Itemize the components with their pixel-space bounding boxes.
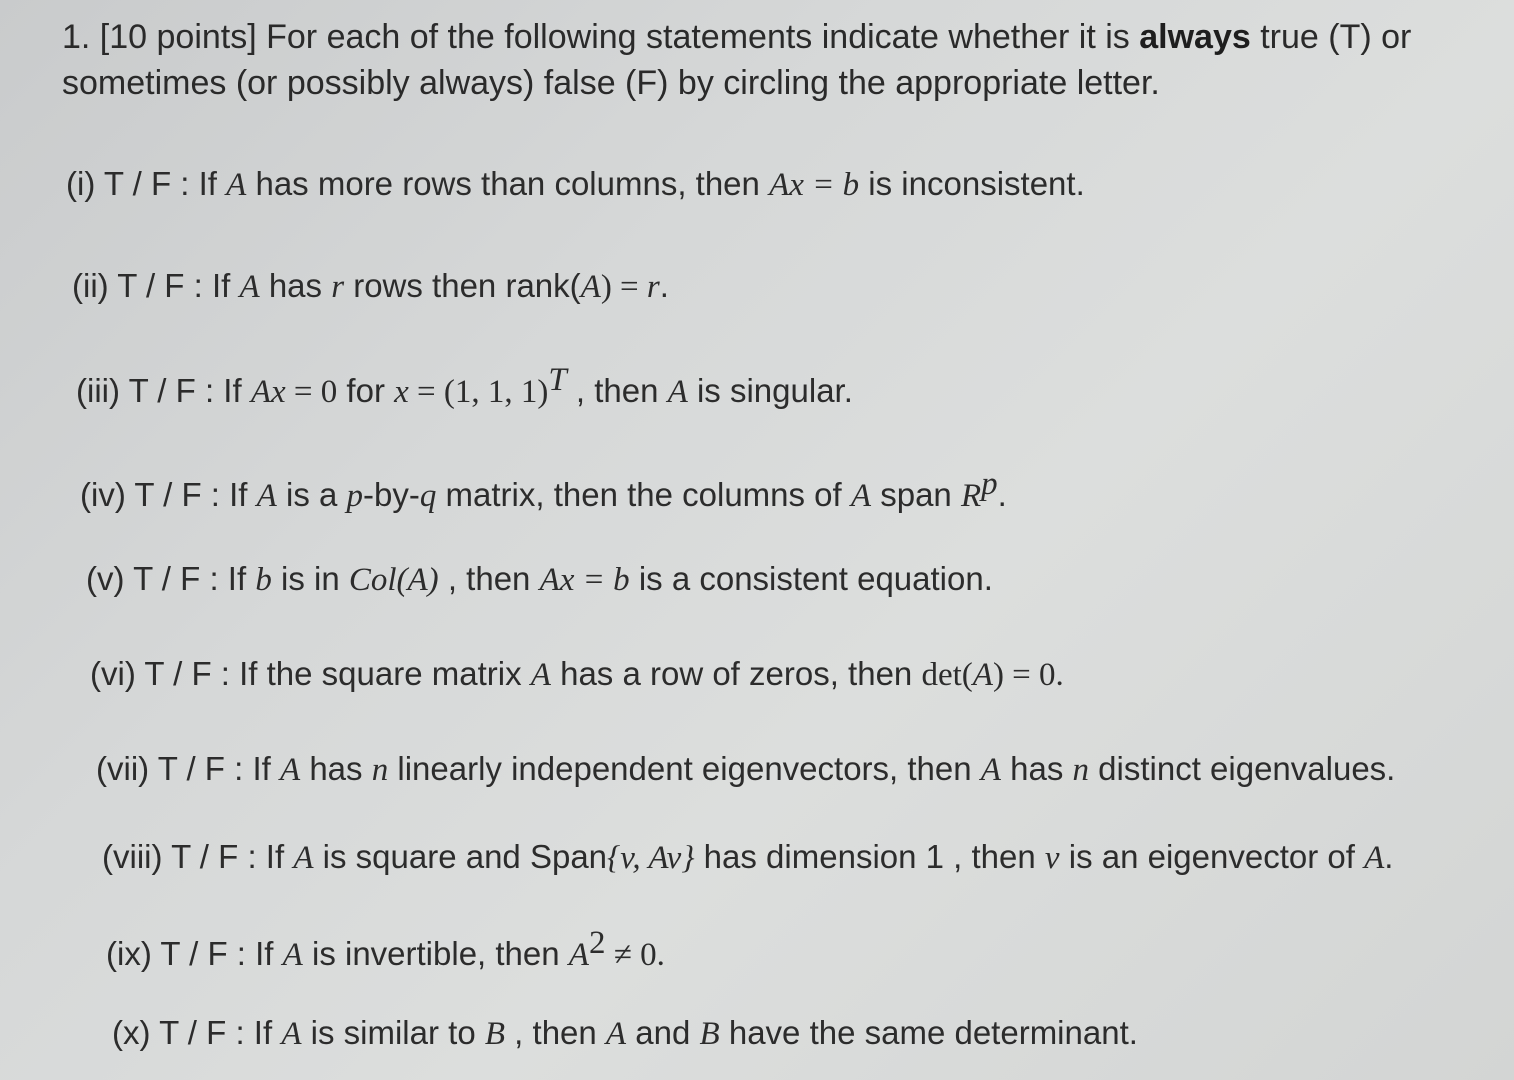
math-var: R	[960, 478, 982, 514]
true-false-choice[interactable]: T / F :	[144, 655, 230, 692]
math-var: A	[972, 657, 993, 693]
statement-text: linearly independent eigenvectors, then	[388, 750, 981, 787]
math-var: x	[394, 374, 409, 410]
statement-text: matrix, then the columns of	[436, 476, 851, 513]
statement-text: is invertible, then	[302, 935, 569, 972]
statement-text: If	[243, 750, 280, 787]
math-var: A	[293, 840, 314, 876]
math-var: A	[568, 937, 589, 973]
statement-text: If	[245, 935, 283, 972]
math-text: ≠ 0.	[605, 937, 665, 973]
math-var: q	[419, 478, 437, 514]
statement-text: rows then rank(	[344, 267, 581, 304]
statement-vii	[96, 750, 1395, 789]
math-superscript: p	[981, 466, 998, 502]
math-var: A	[530, 657, 551, 693]
statement-text: If	[244, 1014, 282, 1051]
statement-text: , then	[505, 1014, 606, 1051]
statement-text: is inconsistent.	[859, 165, 1085, 202]
statement-ii	[72, 267, 669, 306]
statement-iv	[80, 466, 1007, 515]
math-text: = (1, 1, 1)	[408, 374, 549, 410]
math-equation: Ax = b	[539, 562, 630, 598]
statement-text: is singular.	[687, 372, 853, 409]
math-var: A	[1364, 840, 1385, 876]
heading-text-1: 1. [10 points] For each of the following statements indicate whether it is	[62, 18, 1140, 56]
statement-text: If	[214, 372, 251, 409]
math-var: b	[255, 562, 272, 598]
item-number: (viii)	[102, 838, 163, 875]
statement-i	[66, 165, 1085, 204]
math-var: A	[256, 478, 277, 514]
item-number: (vii)	[96, 750, 150, 787]
math-var: A	[850, 478, 872, 514]
true-false-choice[interactable]: T / F :	[171, 838, 257, 875]
heading-text-2: true (T) or sometimes (or possibly always) false (F) by circling the appropriate letter.	[62, 18, 1412, 102]
statement-text: has more rows than columns, then	[246, 165, 770, 202]
statement-iii	[76, 362, 853, 411]
math-text: det(	[921, 657, 973, 693]
item-number: (iii)	[76, 372, 120, 409]
statement-text: has	[300, 750, 372, 787]
math-var: B	[484, 1016, 506, 1052]
statement-text: If	[189, 165, 227, 202]
statement-text: is a consistent equation.	[629, 560, 993, 597]
statement-v	[86, 560, 993, 599]
true-false-choice[interactable]: T / F :	[103, 165, 190, 202]
statement-text: If	[219, 476, 257, 513]
math-var: A	[980, 752, 1001, 788]
math-superscript: 2	[588, 925, 606, 961]
statement-text: , then	[438, 560, 540, 597]
statement-text: is similar to	[301, 1014, 485, 1051]
item-number: (ii)	[72, 267, 109, 304]
math-var: A	[281, 1016, 302, 1052]
math-var: A	[239, 269, 260, 305]
math-var: n	[371, 752, 389, 788]
statement-viii	[102, 838, 1393, 877]
math-equation: Ax = b	[769, 167, 860, 203]
statement-text: and	[626, 1014, 700, 1051]
true-false-choice[interactable]: T / F :	[134, 476, 220, 513]
math-text: = 0	[285, 374, 338, 410]
statement-text: is square and Span	[313, 838, 608, 875]
math-var: A	[279, 752, 301, 788]
math-var: Ax	[250, 374, 286, 410]
statement-text: have the same determinant.	[719, 1014, 1138, 1051]
statement-text: .	[997, 476, 1007, 513]
true-false-choice[interactable]: T / F :	[159, 1014, 245, 1051]
statement-text: .	[659, 267, 669, 304]
item-number: (i)	[66, 165, 96, 202]
statement-text: distinct eigenvalues.	[1089, 750, 1396, 787]
statement-text: has dimension 1 , then	[694, 838, 1045, 875]
statement-text: If	[256, 838, 294, 875]
statement-text: has a row of zeros, then	[550, 655, 922, 692]
heading-bold-always: always	[1139, 18, 1251, 56]
statement-x	[112, 1014, 1138, 1053]
true-false-choice[interactable]: T / F :	[117, 267, 203, 304]
statement-text: If	[218, 560, 256, 597]
math-var: A	[580, 269, 601, 305]
math-var: Col	[348, 562, 397, 598]
math-var: p	[346, 478, 364, 514]
statement-text: for	[337, 372, 395, 409]
statement-text: span	[871, 476, 961, 513]
statement-text: is in	[271, 560, 349, 597]
question-heading	[62, 14, 1502, 106]
math-var: (A)	[396, 562, 439, 598]
true-false-choice[interactable]: T / F :	[157, 750, 244, 787]
true-false-choice[interactable]: T / F :	[160, 935, 246, 972]
true-false-choice[interactable]: T / F :	[128, 372, 215, 409]
math-superscript: T	[548, 362, 567, 398]
item-number: (x)	[112, 1014, 151, 1051]
math-var: v	[1044, 840, 1060, 876]
math-set: {v, Av}	[607, 840, 695, 876]
math-var: B	[699, 1016, 720, 1052]
statement-text: .	[1384, 838, 1394, 875]
item-number: (iv)	[80, 476, 126, 513]
math-var: n	[1072, 752, 1089, 788]
math-var: A	[282, 937, 303, 973]
math-var: r	[331, 269, 345, 305]
math-var: r	[646, 269, 660, 305]
math-var: A	[226, 167, 247, 203]
statement-text: If	[202, 267, 240, 304]
item-number: (vi)	[90, 655, 136, 692]
item-number: (v)	[86, 560, 125, 597]
statement-text: has	[259, 267, 332, 304]
math-var: A	[667, 374, 688, 410]
math-text: ) =	[600, 269, 647, 305]
statement-text: has	[1000, 750, 1073, 787]
statement-ix	[106, 925, 665, 974]
true-false-choice[interactable]: T / F :	[133, 560, 219, 597]
statement-text: -by-	[363, 476, 420, 513]
item-number: (ix)	[106, 935, 152, 972]
math-var: A	[605, 1016, 627, 1052]
statement-text: is a	[276, 476, 347, 513]
statement-text: is an eigenvector of	[1059, 838, 1365, 875]
math-text: ) = 0.	[992, 657, 1064, 693]
statement-vi	[90, 655, 1064, 694]
statement-text: If the square matrix	[229, 655, 531, 692]
statement-text: , then	[566, 372, 668, 409]
